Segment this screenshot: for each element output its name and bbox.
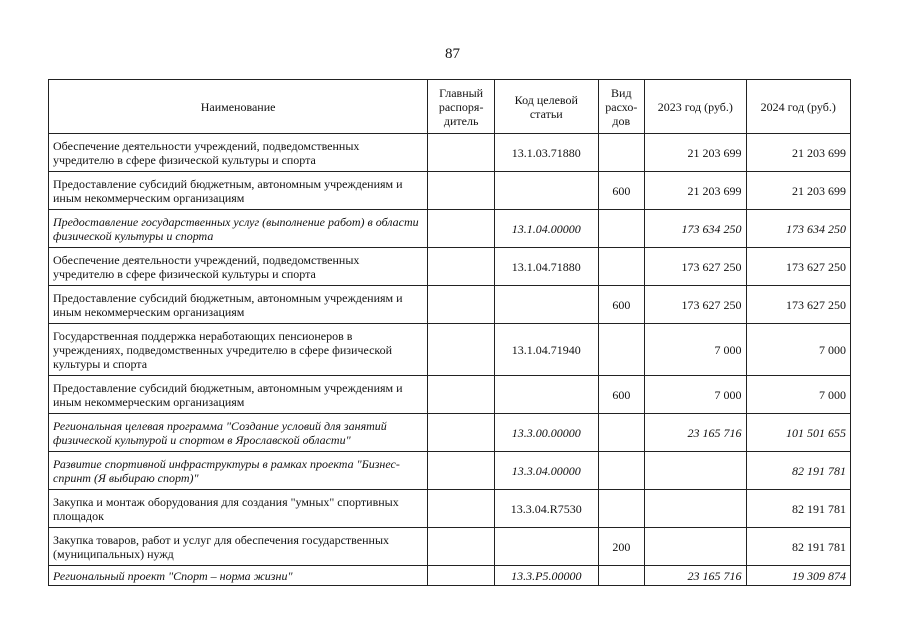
row-name: Предоставление субсидий бюджетным, автономным учреждениям и иным некоммерческим организациям [49, 286, 428, 324]
row-name: Предоставление субсидий бюджетным, автономным учреждениям и иным некоммерческим организациям [49, 376, 428, 414]
row-name: Обеспечение деятельности учреждений, подведомственных учредителю в сфере физической культуры и спорта [49, 248, 428, 286]
row-sum-2024: 7 000 [746, 376, 850, 414]
row-sum-2023: 21 203 699 [645, 134, 746, 172]
table-row [49, 490, 851, 528]
row-sum-2023 [645, 528, 746, 566]
row-name: Региональная целевая программа "Создание условий для занятий физической культурой и спортом в Ярославской области" [49, 414, 428, 452]
row-code: 13.1.04.71940 [495, 324, 598, 376]
row-sum-2024: 19 309 874 [746, 566, 850, 586]
row-kind [598, 210, 645, 248]
row-sum-2024: 82 191 781 [746, 452, 850, 490]
page-number: 87 [445, 46, 460, 62]
column-header-2023: 2023 год (руб.) [645, 80, 746, 134]
row-admin [428, 286, 495, 324]
table-row [49, 210, 851, 248]
row-sum-2024: 173 634 250 [746, 210, 850, 248]
row-code: 13.1.04.71880 [495, 248, 598, 286]
row-sum-2024: 21 203 699 [746, 172, 850, 210]
row-sum-2024: 101 501 655 [746, 414, 850, 452]
row-sum-2023: 23 165 716 [645, 414, 746, 452]
row-sum-2023 [645, 490, 746, 528]
table-row [49, 248, 851, 286]
row-sum-2023: 173 634 250 [645, 210, 746, 248]
column-header-kind: Вид расхо-дов [598, 80, 645, 134]
table-row [49, 376, 851, 414]
table-row [49, 172, 851, 210]
row-name: Государственная поддержка неработающих пенсионеров в учреждениях, подведомственных учредителю в сфере физической культуры и спорта [49, 324, 428, 376]
column-header-admin: Главный распоря-дитель [428, 80, 495, 134]
row-kind [598, 134, 645, 172]
row-kind [598, 324, 645, 376]
row-admin [428, 376, 495, 414]
row-name: Предоставление государственных услуг (выполнение работ) в области физической культуры и спорта [49, 210, 428, 248]
row-sum-2023 [645, 452, 746, 490]
row-code: 13.3.00.00000 [495, 414, 598, 452]
column-header-code: Код целевой статьи [495, 80, 598, 134]
row-name: Предоставление субсидий бюджетным, автономным учреждениям и иным некоммерческим организациям [49, 172, 428, 210]
row-admin [428, 414, 495, 452]
table-row [49, 528, 851, 566]
row-name: Закупка товаров, работ и услуг для обеспечения государственных (муниципальных) нужд [49, 528, 428, 566]
row-sum-2024: 173 627 250 [746, 248, 850, 286]
row-kind: 600 [598, 286, 645, 324]
row-kind: 200 [598, 528, 645, 566]
row-admin [428, 172, 495, 210]
row-sum-2023: 7 000 [645, 376, 746, 414]
row-kind [598, 452, 645, 490]
row-kind [598, 566, 645, 586]
row-sum-2024: 21 203 699 [746, 134, 850, 172]
row-kind [598, 248, 645, 286]
row-code [495, 172, 598, 210]
row-sum-2024: 173 627 250 [746, 286, 850, 324]
row-sum-2023: 23 165 716 [645, 566, 746, 586]
row-admin [428, 210, 495, 248]
row-sum-2023: 21 203 699 [645, 172, 746, 210]
column-header-2024: 2024 год (руб.) [746, 80, 850, 134]
row-sum-2024: 82 191 781 [746, 490, 850, 528]
table-header-row [49, 80, 851, 134]
row-name: Обеспечение деятельности учреждений, подведомственных учредителю в сфере физической культуры и спорта [49, 134, 428, 172]
row-code: 13.1.04.00000 [495, 210, 598, 248]
row-kind [598, 414, 645, 452]
row-kind: 600 [598, 172, 645, 210]
row-admin [428, 324, 495, 376]
row-code: 13.1.03.71880 [495, 134, 598, 172]
budget-table [48, 79, 851, 586]
row-code [495, 528, 598, 566]
table-row [49, 414, 851, 452]
row-code: 13.3.P5.00000 [495, 566, 598, 586]
row-admin [428, 452, 495, 490]
row-kind: 600 [598, 376, 645, 414]
row-code [495, 376, 598, 414]
row-sum-2023: 173 627 250 [645, 248, 746, 286]
row-admin [428, 528, 495, 566]
row-code: 13.3.04.00000 [495, 452, 598, 490]
row-name: Закупка и монтаж оборудования для создания "умных" спортивных площадок [49, 490, 428, 528]
row-name: Региональный проект "Спорт – норма жизни" [49, 566, 428, 586]
table-row [49, 286, 851, 324]
row-name: Развитие спортивной инфраструктуры в рамках проекта "Бизнес-спринт (Я выбираю спорт)" [49, 452, 428, 490]
row-admin [428, 566, 495, 586]
row-sum-2024: 82 191 781 [746, 528, 850, 566]
row-sum-2024: 7 000 [746, 324, 850, 376]
row-sum-2023: 173 627 250 [645, 286, 746, 324]
table-row [49, 452, 851, 490]
table-row [49, 566, 851, 586]
row-kind [598, 490, 645, 528]
table-row [49, 134, 851, 172]
row-admin [428, 134, 495, 172]
row-code [495, 286, 598, 324]
row-admin [428, 490, 495, 528]
column-header-name: Наименование [49, 80, 428, 134]
row-sum-2023: 7 000 [645, 324, 746, 376]
table-row [49, 324, 851, 376]
row-code: 13.3.04.R7530 [495, 490, 598, 528]
row-admin [428, 248, 495, 286]
